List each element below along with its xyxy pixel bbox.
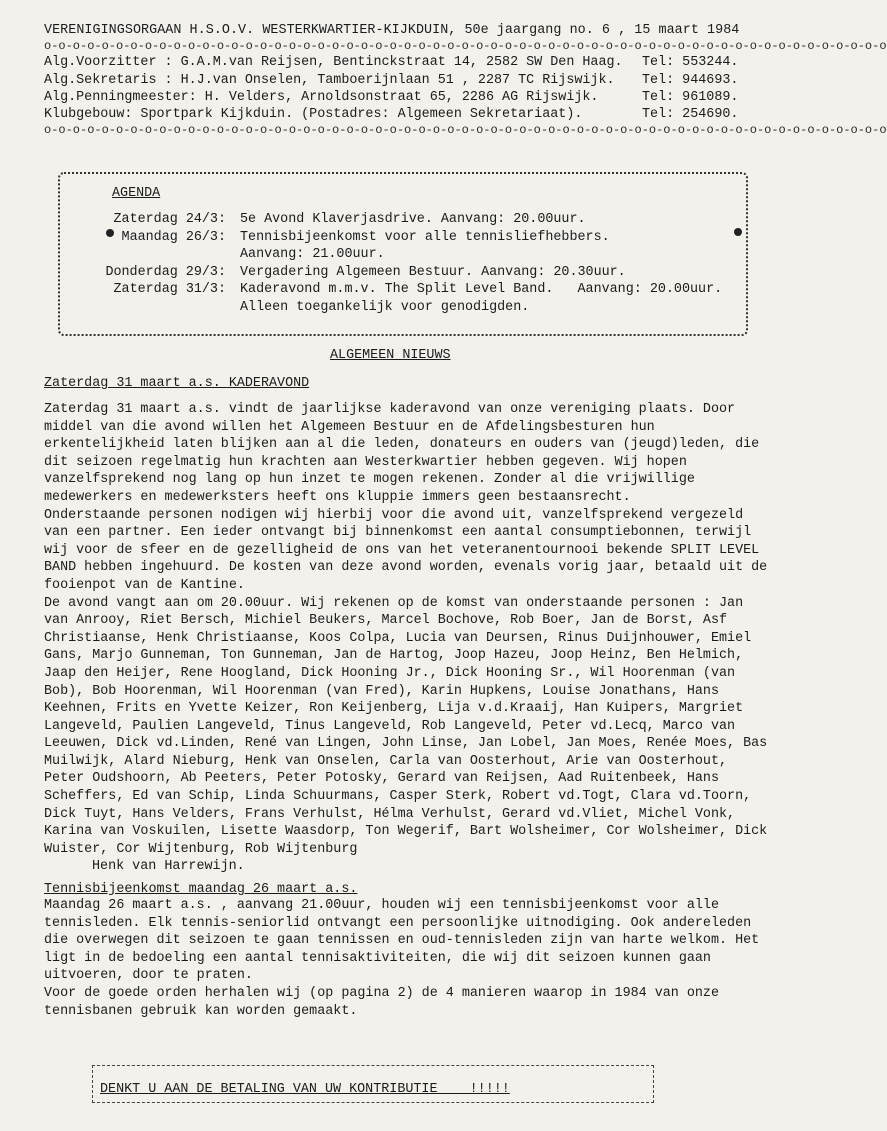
officer-label: Alg.Sekretaris : H.J.van Onselen, Tamboerijnlaan 51 , 2287 TC Rijswijk.	[44, 72, 615, 88]
separator-top: o-o-o-o-o-o-o-o-o-o-o-o-o-o-o-o-o-o-o-o-o-o-o-o-o-o-o-o-o-o-o-o-o-o-o-o-o-o-o-o-o-o-o-o-o-o-o-o-o-o-o-o-o-o-o-o-o-o-o	[44, 39, 887, 54]
agenda-item	[60, 211, 746, 229]
officer-label: Alg.Voorzitter : G.A.M.van Reijsen, Bentinckstraat 14, 2582 SW Den Haag.	[44, 55, 623, 71]
contribution-reminder: DENKT U AAN DE BETALING VAN UW KONTRIBUTIE !!!!!	[100, 1082, 510, 1097]
officer-tel: Tel: 254690.	[642, 107, 739, 123]
agenda-day: Maandag 26/3:	[121, 229, 226, 245]
agenda-day	[60, 299, 240, 317]
kaderavond-intro: Zaterdag 31 maart a.s. vindt de jaarlijkse kaderavond van onze vereniging plaats. Door middel van die avond willen het Algemeen Bestuur en de Afdelingsbesturen hun erkentelijkheid laten blijken aan al die leden, donateurs en ouders van (jeugd)leden, die dit seizoen regelmatig hun krachten aan Westerkwartier hebben gegeven. Wij hopen vanzelfsprekend nog lang op hun inzet te mogen rekenen. Zonder al die vrijwillige medewerkers en medewerksters heeft ons kluppie immers geen bestaansrecht.	[44, 402, 760, 505]
agenda-text: Vergadering Algemeen Bestuur. Aanvang: 20.30uur.	[240, 264, 626, 280]
agenda-text: Tennisbijeenkomst voor alle tennisliefhebbers.	[240, 229, 610, 245]
tennis-title: Tennisbijeenkomst maandag 26 maart a.s.	[44, 882, 358, 897]
agenda-item	[60, 229, 746, 247]
officer-label: Klubgebouw: Sportpark Kijkduin. (Postadres: Algemeen Sekretariaat).	[44, 107, 583, 123]
agenda-text: 5e Avond Klaverjasdrive. Aanvang: 20.00uur.	[240, 212, 586, 227]
agenda-day: Donderdag 29/3:	[105, 264, 226, 280]
agenda-text: Alleen toegankelijk voor genodigden.	[240, 299, 530, 315]
officer-label: Alg.Penningmeester: H. Velders, Arnoldsonstraat 65, 2286 AG Rijswijk.	[44, 89, 599, 105]
kaderavond-title: Zaterdag 31 maart a.s. KADERAVOND	[44, 376, 310, 391]
punch-hole-icon	[106, 229, 114, 237]
agenda-item	[60, 299, 746, 317]
agenda-list	[60, 211, 746, 317]
agenda-item	[60, 281, 746, 299]
section-heading: ALGEMEEN NIEUWS	[330, 348, 451, 363]
agenda-title: AGENDA	[112, 186, 161, 201]
separator-bottom: o-o-o-o-o-o-o-o-o-o-o-o-o-o-o-o-o-o-o-o-o-o-o-o-o-o-o-o-o-o-o-o-o-o-o-o-o-o-o-o-o-o-o-o-o-o-o-o-o-o-o-o-o-o-o-o-o-o-o	[44, 123, 887, 138]
agenda-item	[60, 264, 746, 282]
masthead-block	[44, 22, 887, 138]
punch-hole-icon	[734, 228, 742, 236]
agenda-day: Zaterdag 24/3:	[113, 212, 226, 227]
officer-row	[44, 89, 774, 106]
officer-tel: Tel: 553244.	[642, 55, 739, 71]
agenda-text: Kaderavond m.m.v. The Split Level Band. Aanvang: 20.00uur.	[240, 282, 723, 298]
officer-list	[44, 54, 774, 123]
kaderavond-guest-list: De avond vangt aan om 20.00uur. Wij rekenen op de komst van onderstaande personen : Jan van Anrooy, Riet Bersch, Michiel Beukers, Marcel Bochove, Rob Boer, Jan de Borst, Asf Christiaanse, Henk Christiaanse, Koos Colpa, Lucia van Deursen, Rinus Duijnhouwer, Emiel Gans, Marjo Gunneman, Ton Gunneman, Jan de Hartog, Joop Hazeu, Joop Heinz, Ben Helmich, Jaap den Heijer, Rene Hoogland, Dick Hooning Jr., Dick Hooning Sr., Wil Hoorenman (van Bob), Bob Hoorenman, Wil Hoorenman (van Fred), Karin Hupkens, Louise Jonathans, Hans Keehnen, Frits en Yvette Keizer, Ron Keijenberg, Lija v.d.Kraaij, Han Kuipers, Margriet Langeveld, Paulien Langeveld, Tinus Langeveld, Rob Langeveld, Peter vd.Lecq, Marco van Leeuwen, Dick vd.Linden, René van Lingen, John Linse, Jan Lobel, Jan Moes, Renée Moes, Bas Muilwijk, Alard Nieburg, Henk van Onselen, Carla van Oosterhout, Arie van Oosterhout, Peter Oudshoorn, Ab Peeters, Peter Potosky, Gerard van Reijsen, Aad Ruitenbeek, Hans Scheffers, Ed van Schip, Linda Schuurmans, Casper Sterk, Robert vd.Togt, Clara vd.Toorn, Dick Tuyt, Hans Velders, Frans Verhulst, Hélma Verhulst, Gerard vd.Vliet, Michel Vonk, Karina van Voskuilen, Lisette Waasdorp, Ton Wegerif, Bart Wolsheimer, Cor Wolsheimer, Dick Wuister, Cor Wijtenburg, Rob Wijtenburg	[44, 595, 768, 857]
kaderavond-invitation: Onderstaande personen nodigen wij hierbij voor die avond uit, vanzelfsprekend vergezeld van een partner. Een ieder ontvangt bij binnenkomst een aantal consumptiebonnen, terwijl wij voor de sfeer en de gezelligheid de ons van het veteranentournooi bekende SPLIT LEVEL BAND hebben ingehuurd. De kosten van deze avond worden, evenals vorig jaar, betaald uit de fooienpot van de Kantine.	[44, 507, 768, 593]
agenda-box	[58, 172, 748, 336]
tennis-section	[44, 882, 774, 1020]
agenda-text: Aanvang: 21.00uur.	[240, 247, 385, 263]
agenda-item	[60, 246, 746, 264]
kaderavond-signature: Henk van Harrewijn.	[92, 859, 245, 875]
kaderavond-section	[44, 376, 774, 876]
officer-row	[44, 54, 774, 71]
tennis-intro: Maandag 26 maart a.s. , aanvang 21.00uur, houden wij een tennisbijeenkomst voor alle tennisleden. Elk tennis-seniorlid ontvangt een persoonlijke uitnodiging. Ook andereleden die overwegen dit seizoen te gaan tennissen en oud-tennisleden zijn van harte welkom. Het ligt in de bedoeling een aantal tennisaktiviteiten, die wij dit seizoen kunnen gaan uitvoeren, door te praten.	[44, 898, 760, 984]
officer-row	[44, 106, 774, 123]
officer-row	[44, 72, 774, 89]
tennis-note: Voor de goede orden herhalen wij (op pagina 2) de 4 manieren waarop in 1984 van onze tennisbanen gebruik kan worden gemaakt.	[44, 985, 719, 1019]
masthead: VERENIGINGSORGAAN H.S.O.V. WESTERKWARTIER-KIJKDUIN, 50e jaargang no. 6 , 15 maart 1984	[44, 23, 740, 38]
officer-tel: Tel: 961089.	[642, 89, 739, 105]
agenda-day	[60, 246, 240, 264]
officer-tel: Tel: 944693.	[642, 72, 739, 88]
agenda-day: Zaterdag 31/3:	[113, 282, 226, 298]
